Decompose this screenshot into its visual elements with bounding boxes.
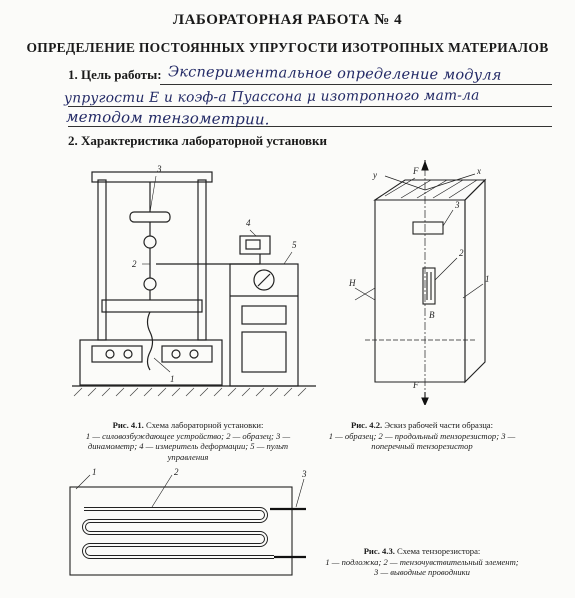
fig43-caption-item-2: 3 — выводные проводники xyxy=(374,567,470,577)
fig43-callout-2: 2 xyxy=(174,467,179,477)
left-column xyxy=(98,180,106,340)
fig42-caption-title: Рис. 4.2. xyxy=(350,420,383,430)
fig41-caption-item-2: динамометр; 4 — измеритель деформации; 5 — пульт xyxy=(87,441,289,451)
fig41-callout-3: 3 xyxy=(157,164,162,174)
fig41-caption-rest: Схема лабораторной установки: xyxy=(143,420,264,430)
fig41-callout-4: 4 xyxy=(246,218,251,228)
upper-grip xyxy=(144,236,156,248)
fig41-callout-1: 1 xyxy=(170,374,175,384)
top-crossbeam xyxy=(92,172,212,182)
figure-4-3-strain-gauge xyxy=(60,465,320,580)
axis-x-label: x xyxy=(477,166,481,176)
figure-4-1-caption xyxy=(68,420,308,462)
lower-crossbeam xyxy=(102,300,202,312)
figure-4-3-caption xyxy=(322,546,522,578)
work-subtitle: ОПРЕДЕЛЕНИЕ ПОСТОЯННЫХ УПРУГОСТИ ИЗОТРОПНЫХ МАТЕРИАЛОВ xyxy=(26,40,549,55)
fig41-caption-item-1: 1 — силовозбуждающее устройство; 2 — образец; 3 — xyxy=(85,430,291,441)
force-label-bottom: F xyxy=(413,380,419,390)
page-title: ЛАБОРАТОРНАЯ РАБОТА № 4 xyxy=(172,12,403,28)
figure-4-2-caption xyxy=(322,420,522,452)
fig42-caption-item-1: 1 — образец; 2 — продольный тензорезистор; 3 — xyxy=(328,430,516,441)
specimen-side-face xyxy=(465,180,485,382)
fig43-callout-1: 1 xyxy=(92,467,97,477)
fig41-caption-item-3: управления xyxy=(167,451,209,462)
fig42-caption-rest: Эскиз рабочей части образца: xyxy=(382,420,494,430)
fig41-callout-5: 5 xyxy=(292,240,297,250)
fig41-caption-title: Рис. 4.1. xyxy=(112,420,144,430)
fig42-caption-item-2: поперечный тензорезистор xyxy=(371,441,473,451)
axis-y-label: y xyxy=(373,170,377,180)
fig42-callout-2: 2 xyxy=(459,248,464,258)
lower-grip xyxy=(144,278,156,290)
dimension-h-label: H xyxy=(349,278,356,288)
fig43-caption-item-1: 1 — подложка; 2 — тензочувствительный элемент; xyxy=(325,556,519,567)
force-label-top: F xyxy=(413,166,419,176)
fig42-callout-3: 3 xyxy=(455,200,460,210)
answer-line-2 xyxy=(68,106,552,107)
handwritten-line-3: методом тензометрии. xyxy=(65,107,270,129)
section-setup-label: 2. Характеристика лабораторной установки xyxy=(68,133,327,148)
figure-4-1-setup-diagram xyxy=(70,160,320,410)
figure-4-2-specimen-sketch xyxy=(345,160,525,405)
dynamometer xyxy=(130,212,170,222)
fig43-callout-3: 3 xyxy=(302,469,307,479)
right-column xyxy=(198,180,206,340)
handwritten-line-1: Экспериментальное определение модуля xyxy=(167,64,502,84)
fig42-callout-1: 1 xyxy=(485,274,490,284)
dimension-b-label: B xyxy=(429,310,435,320)
specimen-front-face xyxy=(375,200,465,382)
section-goal-label: 1. Цель работы: xyxy=(68,67,162,82)
strain-meter xyxy=(240,236,270,254)
answer-line-1 xyxy=(160,84,552,85)
control-panel xyxy=(230,264,298,386)
transverse-strain-gauge xyxy=(413,222,443,234)
fig43-caption-rest: Схема тензорезистора: xyxy=(394,546,481,556)
fig43-caption-title: Рис. 4.3. xyxy=(363,546,395,556)
fig41-callout-2: 2 xyxy=(132,259,137,269)
handwritten-line-2: упругости Е и коэф-а Пуассона μ изотропного мат-ла xyxy=(63,87,480,107)
